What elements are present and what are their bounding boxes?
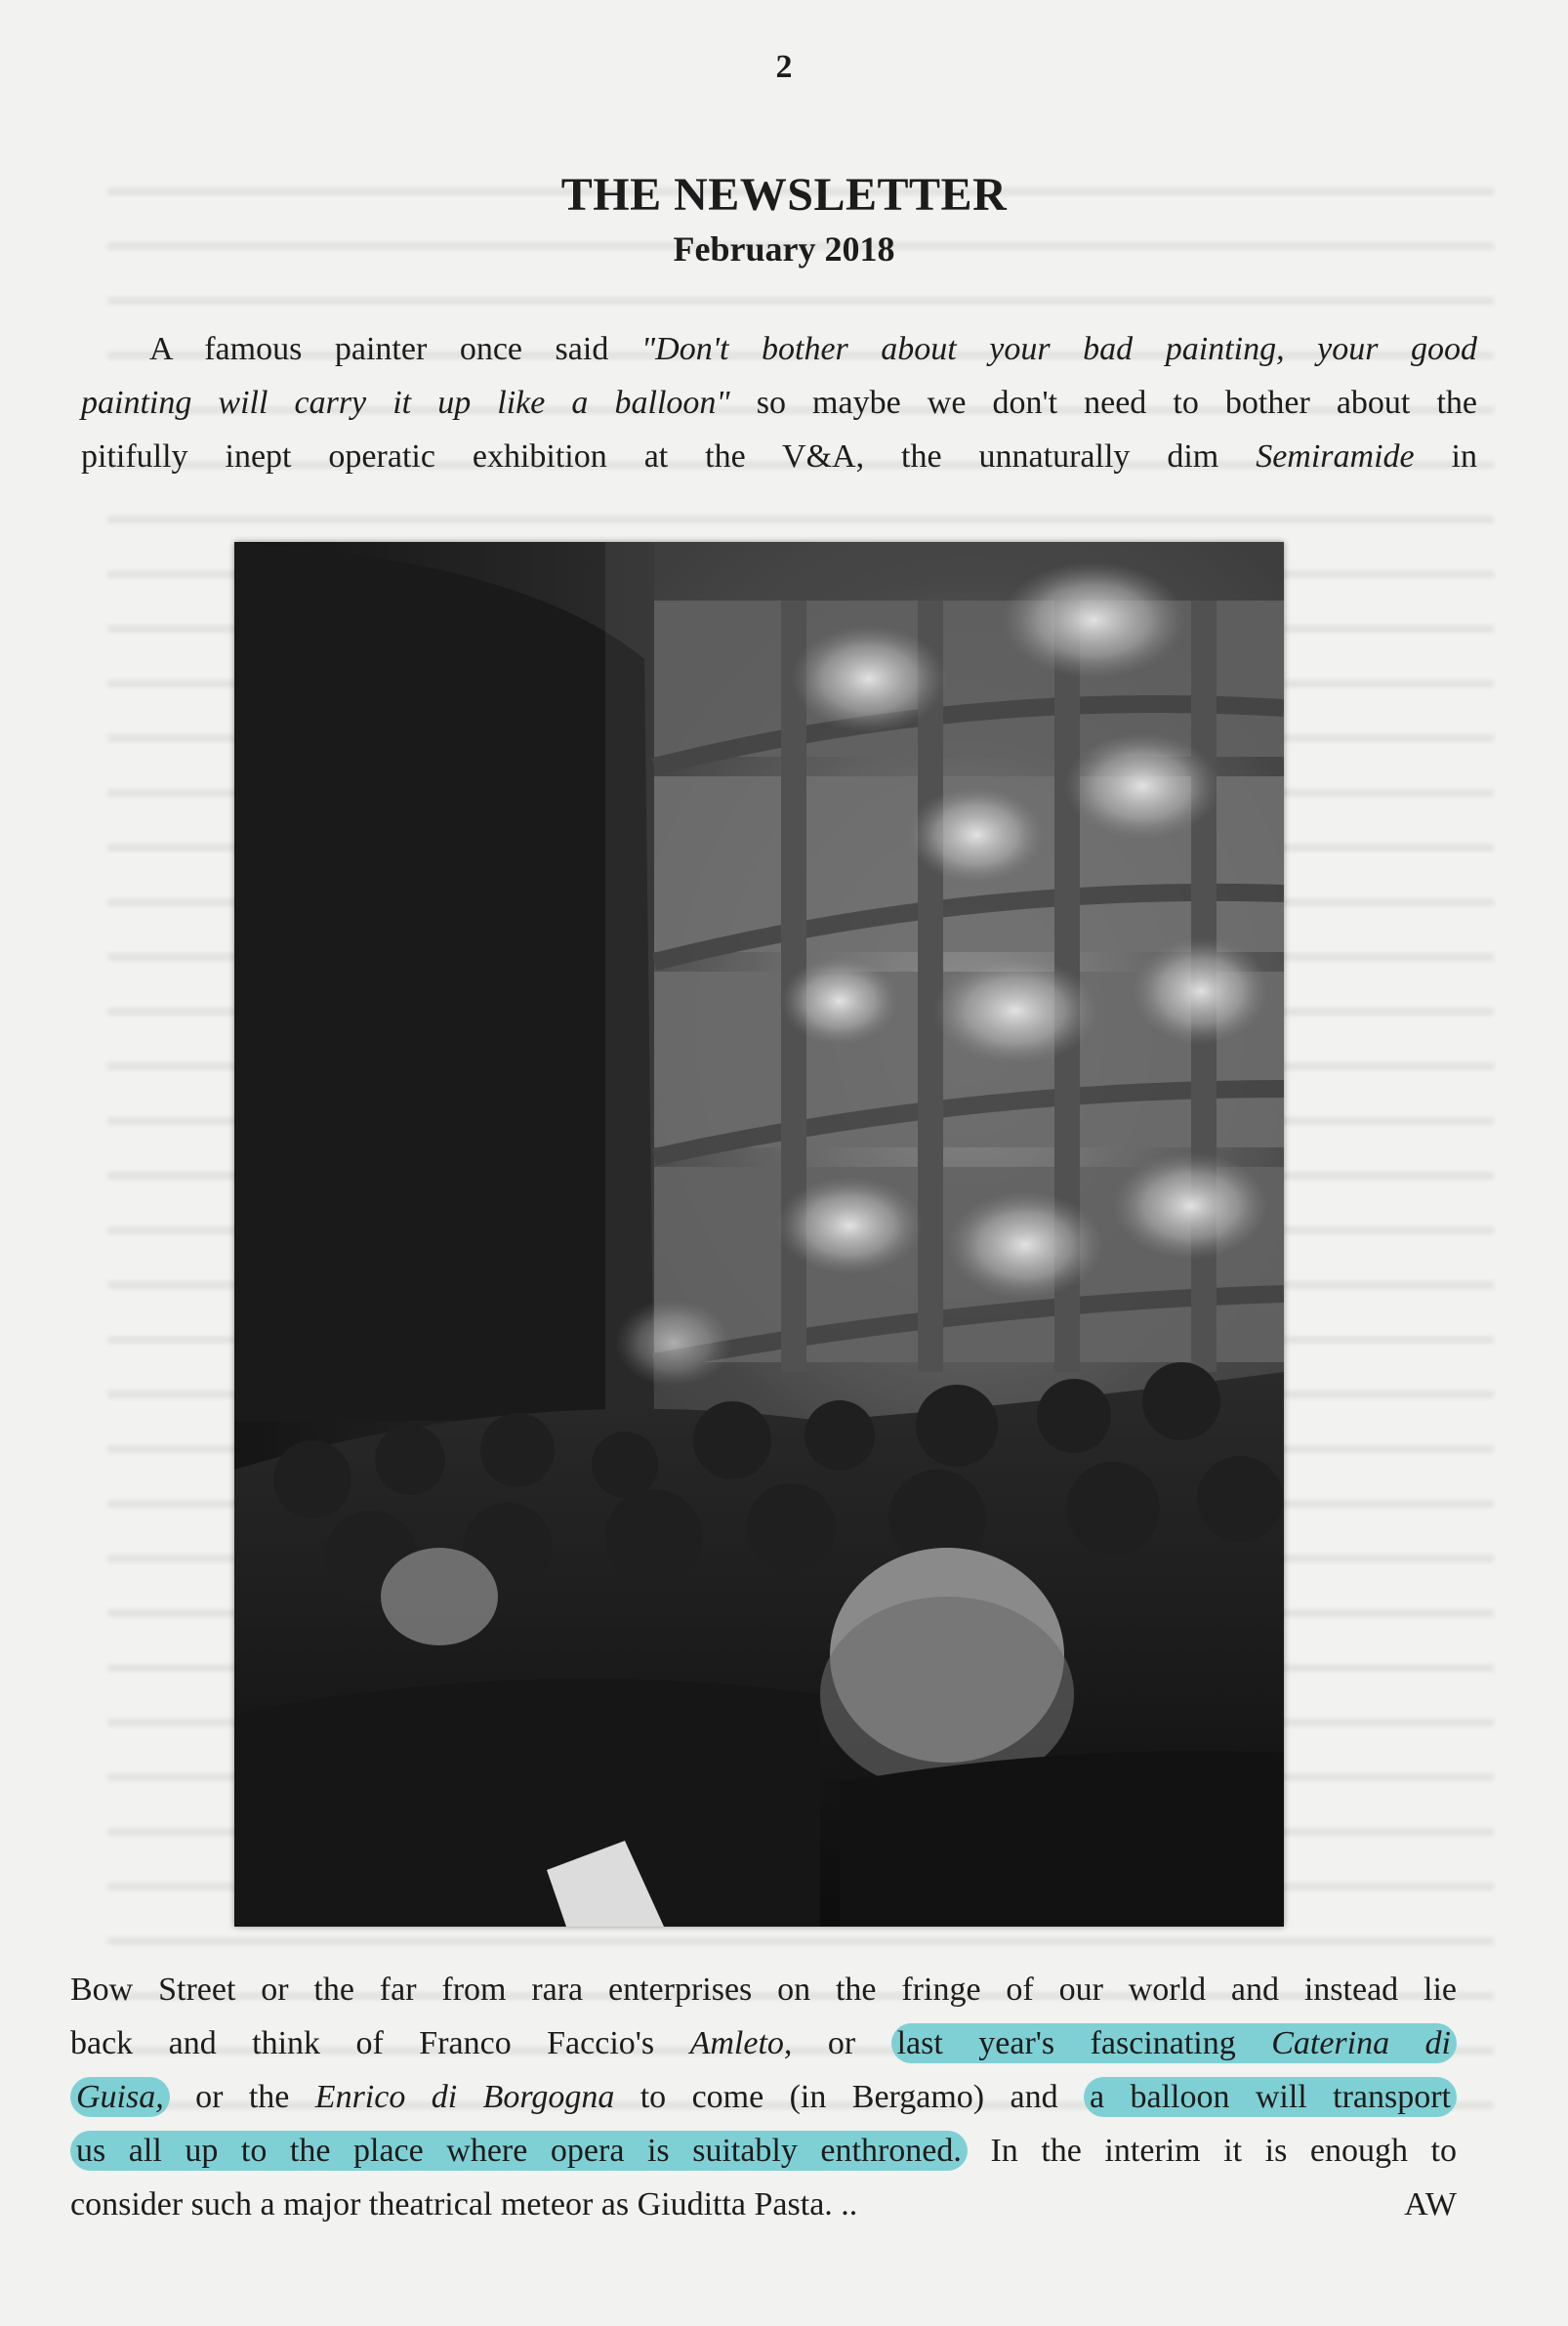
body-line-1: Bow Street or the far from rara enterprises on the fringe of our world and instead lie bbox=[70, 1972, 1457, 2008]
body-line-5: consider such a major theatrical meteor as Giuditta Pasta. .. AW bbox=[70, 2178, 1457, 2231]
intro-line-1: A famous painter once said "Don't bother about your bad painting, your good bbox=[149, 331, 1478, 367]
highlight-2-cont: us all up to the place where opera is suitably enthroned. bbox=[70, 2131, 968, 2171]
newsletter-title: THE NEWSLETTER bbox=[560, 169, 1008, 221]
body-line-3: Guisa, or the Enrico di Borgogna to come (in Bergamo) and a balloon will transport bbox=[70, 2070, 1457, 2124]
theatre-interior-photo bbox=[234, 542, 1284, 1927]
newsletter-date: February 2018 bbox=[673, 229, 895, 269]
body-paragraph bbox=[70, 1963, 1457, 2231]
intro-line-3: pitifully inept operatic exhibition at the V&A, the unnaturally dim Semiramide in bbox=[81, 438, 1478, 475]
highlight-2: a balloon will transport bbox=[1084, 2077, 1457, 2117]
body-line-2: back and think of Franco Faccio's Amleto, or last year's fascinating Caterina di bbox=[70, 2016, 1457, 2070]
intro-paragraph bbox=[81, 322, 1477, 483]
page-number: 2 bbox=[775, 49, 793, 85]
intro-line-2: painting will carry it up like a balloon" so maybe we don't need to bother about the bbox=[81, 385, 1477, 421]
highlight-1-cont: Guisa, bbox=[70, 2077, 170, 2117]
highlight-1: last year's fascinating Caterina di bbox=[891, 2023, 1457, 2063]
author-signature: AW bbox=[1404, 2186, 1457, 2222]
body-line-4: us all up to the place where opera is suitably enthroned. In the interim it is enough to bbox=[70, 2124, 1457, 2178]
